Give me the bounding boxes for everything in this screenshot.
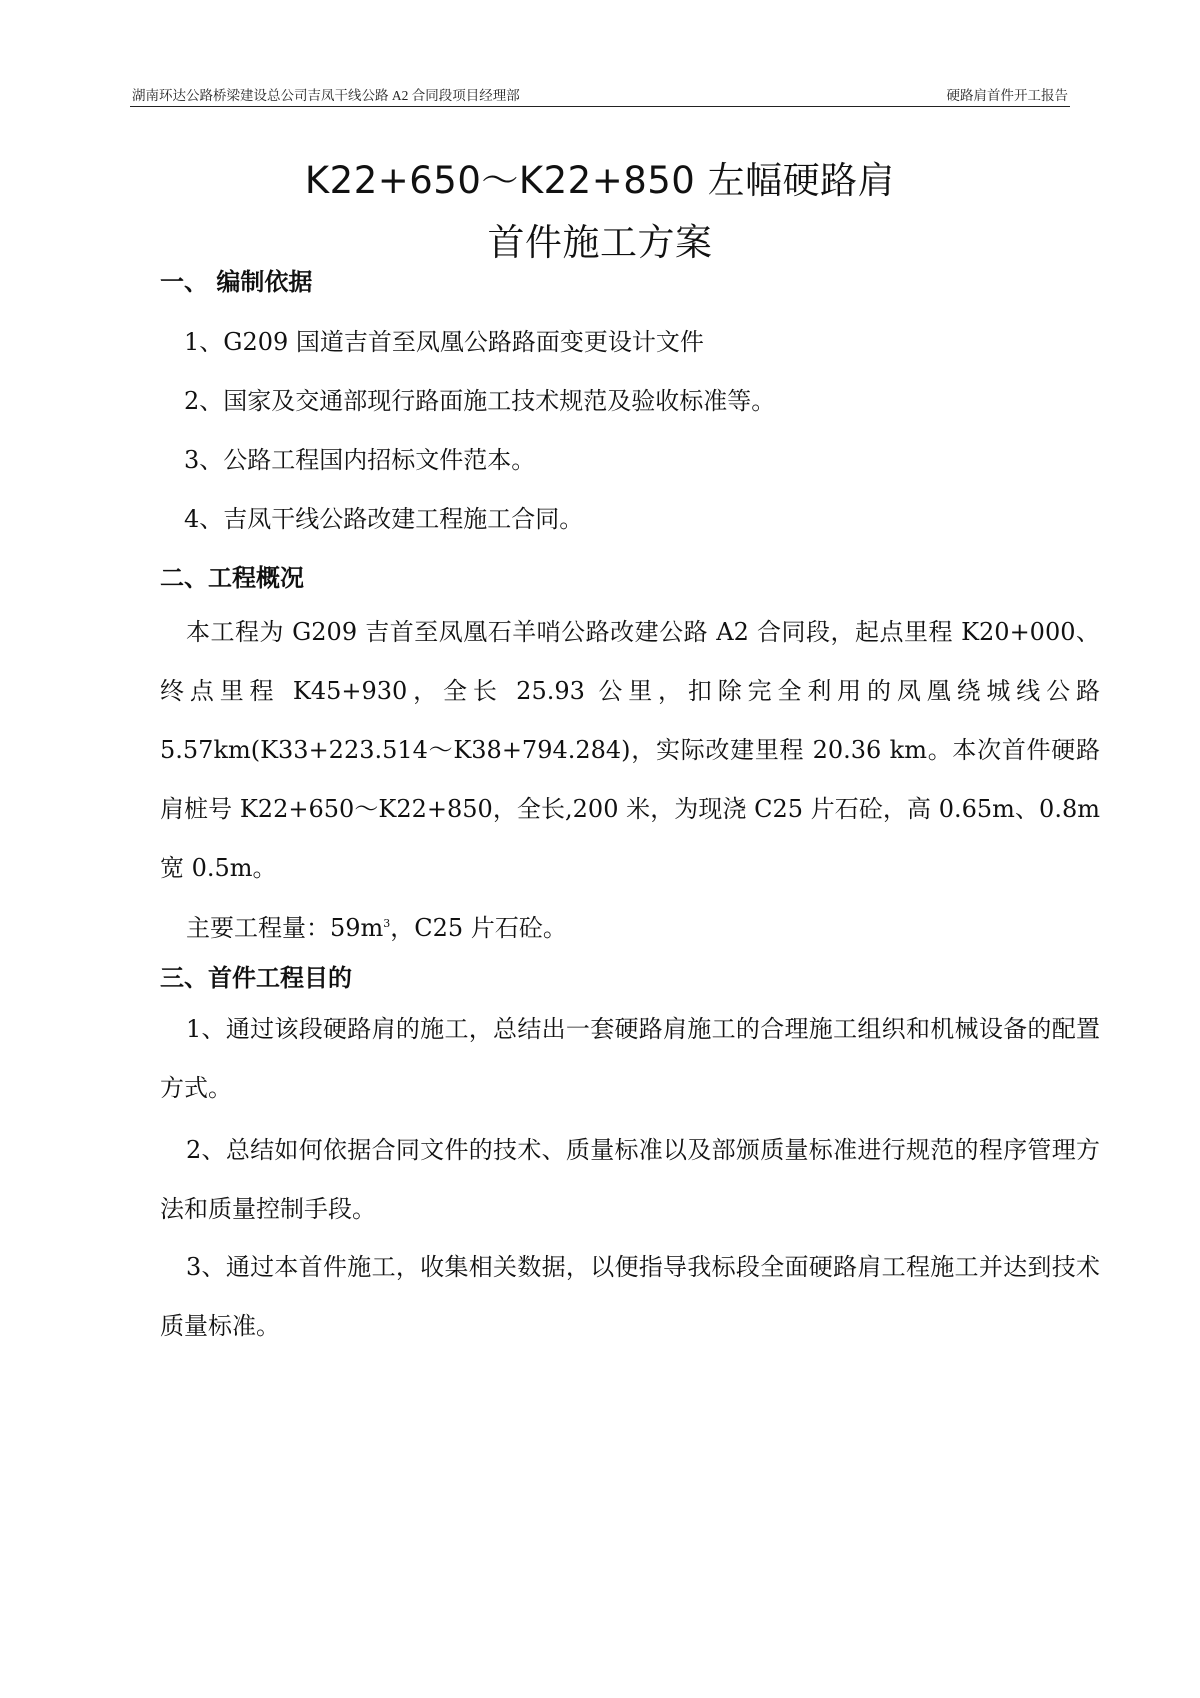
purpose-text-1: 1、通过该段硬路肩的施工，总结出一套硬路肩施工的合理施工组织和机械设备的配置方式。 [160, 1015, 1100, 1102]
section-heading-overview: 二、工程概况 [160, 564, 304, 592]
section-heading-purpose: 三、首件工程目的 [160, 964, 352, 992]
quantity-prefix: 主要工程量：59m [186, 914, 384, 942]
overview-text: 本工程为 G209 吉首至凤凰石羊哨公路改建公路 A2 合同段，起点里程 K20+000、终点里程 K45+930，全长 25.93 公里，扣除完全利用的凤凰绕城线公路 5.57km(K33+223.514～K38+794.284)，实际改建里程 20.36 km。本次首件硬路肩桩号 K22+650～K22+850，全长,200 米，为现浇 C25 片石砼，高 0.65m、0.8m 宽 0.5m。 [160, 618, 1100, 882]
basis-item-2: 2、国家及交通部现行路面施工技术规范及验收标准等。 [184, 387, 776, 415]
basis-item-1: 1、G209 国道吉首至凤凰公路路面变更设计文件 [184, 328, 704, 356]
quantity-unit-superscript: 3 [383, 917, 391, 930]
basis-item-3: 3、公路工程国内招标文件范本。 [184, 446, 536, 474]
quantity-suffix: ，C25 片石砼。 [390, 914, 567, 942]
purpose-text-3: 3、通过本首件施工，收集相关数据，以便指导我标段全面硬路肩工程施工并达到技术质量标准。 [160, 1253, 1100, 1340]
document-title-line1: K22+650～K22+850 左幅硬路肩 [304, 159, 896, 202]
basis-item-4: 4、吉凤干线公路改建工程施工合同。 [184, 505, 584, 533]
quantity-paragraph [160, 894, 1100, 958]
overview-paragraph [160, 603, 1100, 898]
page-header [130, 82, 1070, 107]
header-report-name: 硬路肩首件开工报告 [946, 88, 1068, 103]
section-heading-basis: 一、 编制依据 [160, 268, 313, 296]
header-company: 湖南环达公路桥梁建设总公司吉凤干线公路 A2 合同段项目经理部 [132, 88, 520, 103]
purpose-item-3 [160, 1238, 1100, 1356]
purpose-item-2 [160, 1121, 1100, 1239]
purpose-text-2: 2、总结如何依据合同文件的技术、质量标准以及部颁质量标准进行规范的程序管理方法和质量控制手段。 [160, 1136, 1100, 1223]
document-title-line2: 首件施工方案 [487, 221, 713, 264]
purpose-item-1 [160, 1000, 1100, 1118]
